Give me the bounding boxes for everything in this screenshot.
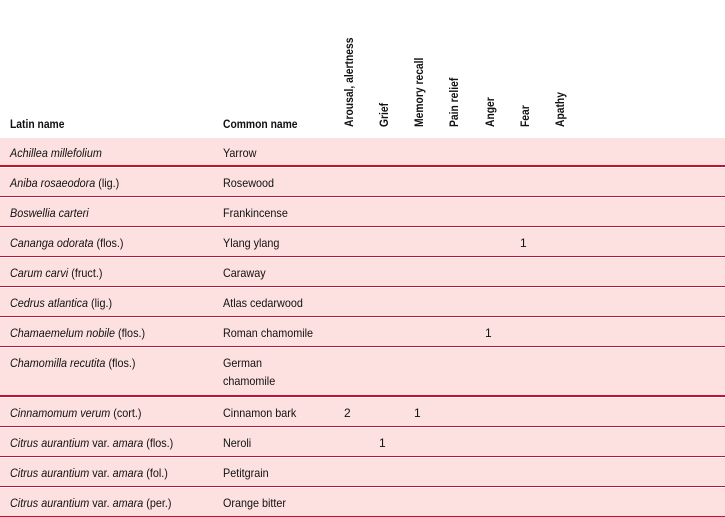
table-row — [0, 347, 725, 397]
common-name-cell — [223, 354, 275, 390]
table-row — [0, 427, 725, 457]
latin-genus-species: Citrus aurantium — [10, 496, 90, 510]
latin-genus-species: Achillea millefolium — [10, 146, 102, 160]
common-name-cell — [223, 434, 251, 452]
latin-genus-species: Carum carvi — [10, 266, 69, 280]
common-name: Frankincense — [223, 206, 288, 220]
latin-genus-species: Cedrus atlantica — [10, 296, 89, 310]
table-row — [0, 257, 725, 287]
common-name: Ylang ylang — [223, 236, 280, 250]
latin-name-cell — [10, 144, 102, 162]
latin-suffix: var. — [89, 496, 113, 510]
latin-genus-species: Aniba rosaeodora — [10, 176, 96, 190]
common-name-cell — [223, 404, 296, 422]
latin-name-cell — [10, 264, 102, 282]
latin-part: (per.) — [143, 496, 172, 510]
common-name: Caraway — [223, 266, 266, 280]
latin-name-cell — [10, 294, 112, 312]
common-name-cell — [223, 464, 269, 482]
latin-genus-species: Citrus aurantium — [10, 436, 90, 450]
table-row — [0, 317, 725, 347]
latin-genus-species: Citrus aurantium — [10, 466, 90, 480]
latin-suffix: (lig.) — [88, 296, 113, 310]
effect-value: 2 — [344, 406, 351, 420]
table-row — [0, 397, 725, 427]
common-name-cell — [223, 234, 279, 252]
common-name: Orange bitter — [223, 496, 287, 510]
table-header: Latin name Common name Arousal, alertness Grief Memory recall Pain relief Anger Fear Apathy — [0, 0, 725, 137]
latin-genus-species: Chamomilla recutita — [10, 356, 106, 370]
latin-genus-species: Cinnamomum verum — [10, 406, 111, 420]
table-row — [0, 457, 725, 487]
common-name: Yarrow — [223, 146, 257, 160]
table-row — [0, 197, 725, 227]
latin-variety: amara — [112, 466, 144, 480]
effect-value: 1 — [414, 406, 421, 420]
latin-suffix: var. — [89, 466, 113, 480]
table-row — [0, 167, 725, 197]
table-row — [0, 287, 725, 317]
latin-part: (flos.) — [143, 436, 174, 450]
common-name-cell — [223, 294, 303, 312]
table-row — [0, 227, 725, 257]
table-row — [0, 137, 725, 167]
common-name-cell — [223, 324, 313, 342]
latin-suffix: (lig.) — [95, 176, 120, 190]
common-name-cell — [223, 174, 274, 192]
effect-value: 1 — [485, 326, 492, 340]
latin-genus-species: Cananga odorata — [10, 236, 94, 250]
common-name: Cinnamon bark — [223, 406, 297, 420]
table-body — [0, 137, 725, 517]
latin-name-cell — [10, 204, 89, 222]
latin-genus-species: Boswellia carteri — [10, 206, 89, 220]
latin-variety: amara — [112, 496, 144, 510]
latin-name-cell — [10, 434, 173, 452]
common-name-cell — [223, 144, 256, 162]
common-name: Rosewood — [223, 176, 275, 190]
latin-suffix: (cort.) — [110, 406, 142, 420]
latin-suffix: (flos.) — [93, 236, 124, 250]
latin-suffix: (flos.) — [115, 326, 146, 340]
latin-genus-species: Chamaemelum nobile — [10, 326, 116, 340]
latin-suffix: (fruct.) — [68, 266, 103, 280]
latin-suffix: (flos.) — [105, 356, 136, 370]
common-name: Atlas cedarwood — [223, 296, 303, 310]
common-name-cell — [223, 204, 288, 222]
latin-name-cell — [10, 464, 168, 482]
common-name-line2: chamomile — [223, 374, 276, 388]
common-name: Roman chamomile — [223, 326, 314, 340]
common-name-cell — [223, 264, 266, 282]
latin-suffix: var. — [89, 436, 113, 450]
latin-name-cell — [10, 354, 135, 372]
latin-part: (fol.) — [143, 466, 168, 480]
common-name: Neroli — [223, 436, 252, 450]
latin-name-cell — [10, 494, 171, 512]
header-common-name: Common name — [223, 117, 298, 131]
latin-variety: amara — [112, 436, 144, 450]
common-name: Petitgrain — [223, 466, 269, 480]
effect-value: 1 — [379, 436, 386, 450]
common-name-cell — [223, 494, 286, 512]
effect-value: 1 — [520, 236, 527, 250]
latin-name-cell — [10, 234, 123, 252]
latin-name-cell — [10, 404, 141, 422]
common-name: German — [223, 356, 263, 370]
header-latin-name: Latin name — [10, 117, 65, 131]
table-row — [0, 487, 725, 517]
latin-name-cell — [10, 324, 145, 342]
latin-name-cell — [10, 174, 119, 192]
